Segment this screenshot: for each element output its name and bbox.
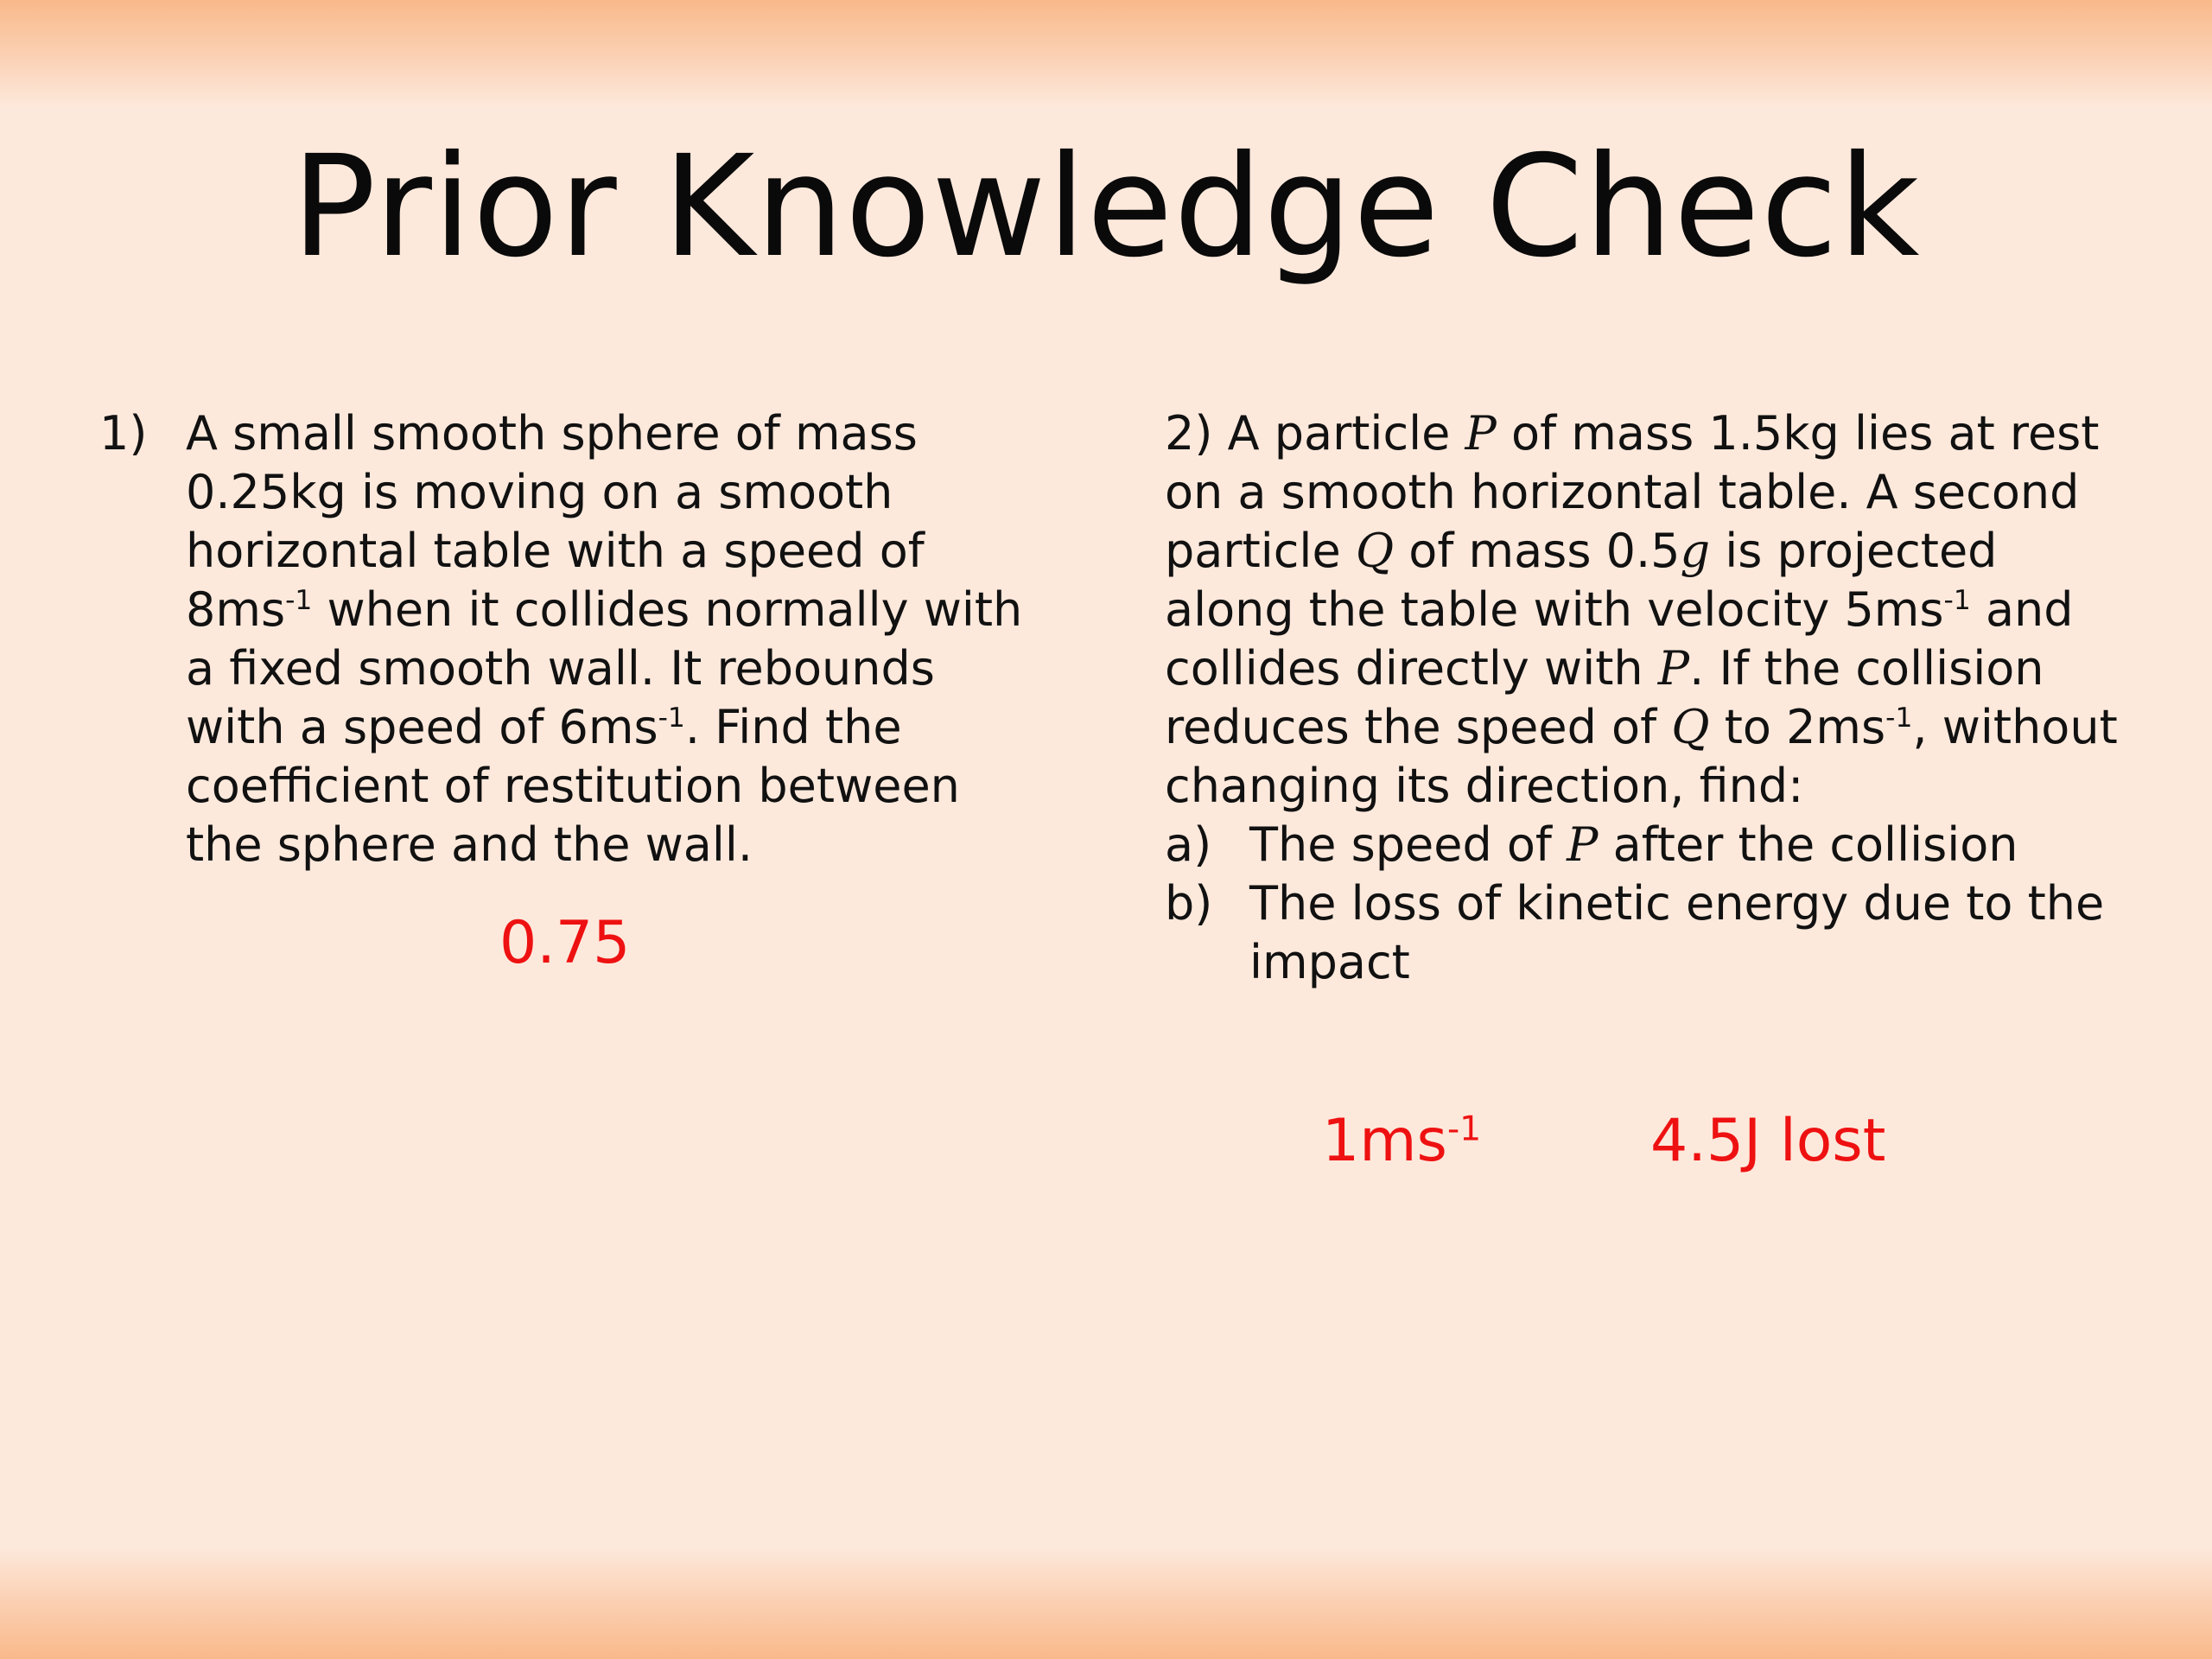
top-gradient-band	[0, 0, 2212, 108]
question-1-text-part1: A small smooth sphere of mass 0.25kg is moving on a smooth horizontal table with a speed of 8ms	[186, 406, 925, 637]
variable-p: P	[1465, 406, 1497, 461]
item-a-text-1: The speed of	[1249, 817, 1567, 872]
question-1-answer: 0.75	[499, 909, 631, 977]
question-1-text	[186, 404, 1033, 874]
item-a-text-2: after the collision	[1598, 817, 2018, 872]
question-2-text-3: of mass 0.5	[1394, 524, 1681, 578]
question-1-exponent-1: -1	[285, 585, 313, 616]
bottom-gradient-band	[0, 1547, 2212, 1659]
variable-g: g	[1680, 524, 1711, 578]
question-2-text	[1165, 404, 2141, 816]
question-2-item-a	[1165, 816, 2141, 874]
question-2-answer-b: 4.5J lost	[1650, 1107, 1886, 1175]
question-2-text-2: of mass 1.5kg lies at rest on a smooth horizontal table. A second particle	[1165, 406, 2100, 578]
question-2-text-5: and collides directly with	[1165, 582, 2074, 696]
question-2-item-b	[1165, 874, 2141, 992]
item-b-text: The loss of kinetic energy due to the impact	[1249, 876, 2105, 989]
answer-a-exponent: -1	[1446, 1109, 1482, 1149]
item-a-text	[1249, 816, 2141, 874]
variable-q: Q	[1671, 700, 1710, 754]
answer-a-value: 1ms	[1322, 1107, 1447, 1175]
question-1	[99, 404, 1033, 874]
question-1-number: 1)	[99, 406, 148, 461]
question-1-text-part2: when it collides normally with a fixed smooth wall. It rebounds with a speed of 6ms	[186, 582, 1023, 754]
question-2-answer-a	[1322, 1107, 1481, 1176]
question-2-text-7: to 2ms	[1709, 700, 1886, 754]
question-2-exponent-1: -1	[1943, 585, 1971, 616]
question-1-exponent-2: -1	[658, 702, 685, 734]
question-2	[1165, 404, 2141, 992]
variable-q: Q	[1355, 524, 1395, 578]
question-1-row	[99, 404, 1033, 874]
item-a-label: a)	[1165, 817, 1212, 872]
question-2-text-8: , without changing its direction, find:	[1165, 700, 2118, 813]
question-2-text-6: . If the collision reduces the speed of	[1165, 641, 2044, 754]
question-1-text-part3: . Find the coefficient of restitution between the sphere and the wall.	[186, 700, 960, 872]
question-2-text-4: is projected along the table with velocity 5ms	[1165, 524, 1998, 637]
slide-title: Prior Knowledge Check	[291, 126, 1921, 289]
question-2-text-1: 2) A particle	[1165, 406, 1465, 461]
variable-p: P	[1567, 817, 1599, 872]
item-b-label: b)	[1165, 876, 1213, 931]
question-2-exponent-2: -1	[1885, 702, 1913, 734]
variable-p: P	[1657, 641, 1690, 696]
